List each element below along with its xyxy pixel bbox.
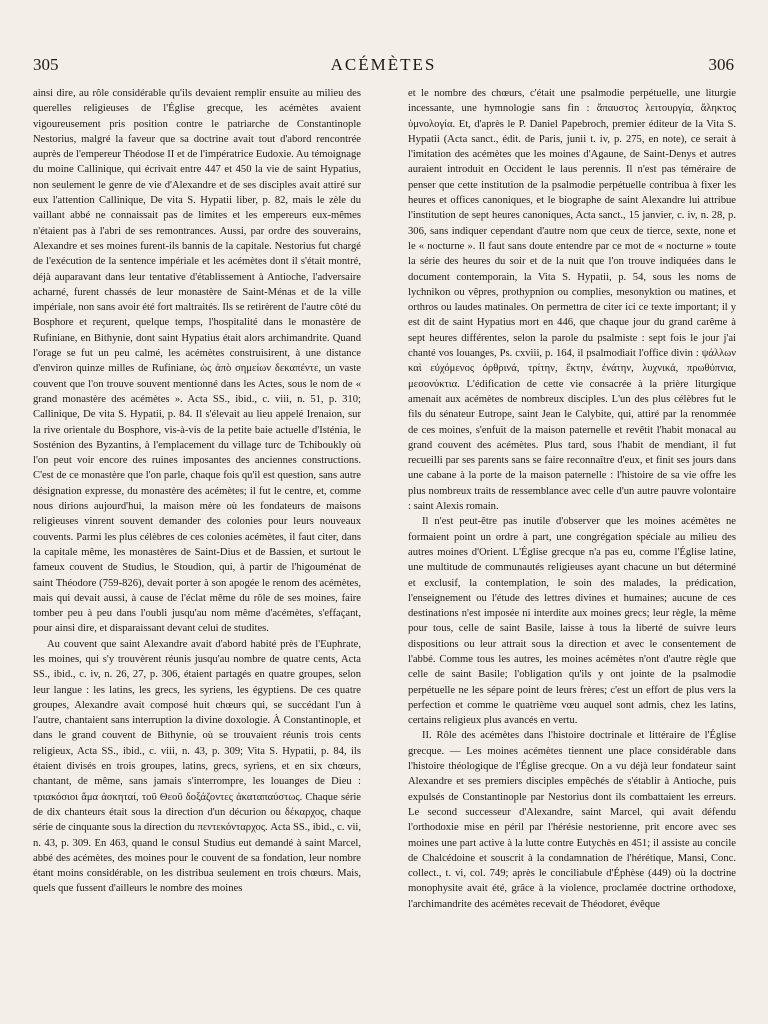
left-column bbox=[33, 86, 361, 1010]
paragraph: ainsi dire, au rôle considérable qu'ils devaient remplir ensuite au milieu des querelles religieuses de l'Église grecque, les acémètes avaient vigoureusement pris position contre le patriarche de Constantinople Nestorius, malgré la faveur que sa doctrine avait tout d'abord rencontrée auprès de l'empereur Théodose II et de l'impératrice Eudoxie. Au témoignage du moine Callinique, qui écrivait entre 447 et 450 la vie de saint Hypatius, non seulement le genre de vie d'Alexandre et de ses disciples avait attiré sur eux l'attention Callinique, De vita S. Hypatii liber, p. 82, mais le zèle du vaillant abbé ne connaissait pas de limites et les empereurs eux-mêmes n'étaient pas à l'abri de ses remontrances. Aussi, par ordre des souverains, Alexandre et ses moines furent-ils bannis de la capitale. Nestorius fut chargé de l'exécution de la sentence impériale et les acémètes dont il s'était montré, déjà auparavant dans leur tentative d'établissement à Antioche, l'adversaire acharné, furent chassés de leur monastère de Saint-Ménas et de la ville impériale, non sans avoir été fort maltraités. Ils se retirèrent de l'autre côté du Bosphore et reçurent, quelque temps, l'hospitalité dans le monastère de Rufiniane, en Bithynie, dont saint Hypatius était alors archimandrite. Quand l'orage se fut un peu calmé, les acémètes construisirent, à une distance d'environ quinze milles de Rufiniane, ὡς ἀπὸ σημείων δεκαπέντε, un vaste couvent que l'on trouve souvent mentionné dans les Actes, sous le nom de « grand monastère des acémètes ». Acta SS., ibid., c. viii, n. 51, p. 310; Callinique, De vita S. Hypatii, p. 84. Il s'élevait au lieu appelé Irenaion, sur la rive orientale du Bosphore, vis-à-vis de la petite baie actuelle d'Isténia, le Sosténion des Byzantins, à l'emplacement du village turc de Tchiboukly où l'on peut voir encore des ruines imposantes des anciennes constructions. C'est de ce monastère que l'on parle, chaque fois qu'il est question, sans autre désignation expresse, du monastère des acémètes; il fut le centre, et, comme nous dirions aujourd'hui, la maison mère où les fondateurs de maisons religieuses vinrent souvent demander des colonies pour leurs nouveaux couvents. Parmi les plus célèbres de ces colonies acémètes, il faut citer, dans la capitale même, les monastères de Saint-Dius et de Bassien, et surtout le fameux couvent de Studius, le Stoudion, qui, à partir de l'higouménat de saint Théodore (759-826), devait porter à son apogée le renom des acémètes, mais qui devait aussi, à cause de l'éclat même du rôle de ses moines, faire tomber peu à peu dans l'oubli jusqu'au nom même d'acémètes, s'effaçant, pour ainsi dire, et disparaissant devant celui de studites. bbox=[33, 88, 361, 635]
page-number-right: 306 bbox=[708, 55, 734, 74]
page-number-left: 305 bbox=[33, 55, 59, 74]
running-header bbox=[33, 55, 734, 79]
section-heading-paragraph: II. Rôle des acémètes dans l'histoire doctrinale et littéraire de l'Église grecque. — Les moines acémètes tiennent une place considérable dans l'histoire théologique de l'Église grecque. On a vu déjà leur fondateur saint Alexandre et ses premiers disciples empêchés de s'établir à Antioche, puis expulsés de Constantinople par Nestorius dont ils combattaient les erreurs. Le second successeur d'Alexandre, saint Marcel, qui avait défendu l'orthodoxie mise en péril par l'hérésie nestorienne, prit encore avec ses moines une part active à la lutte contre Eutychès en 451; il assiste au concile de Chalcédoine et souscrit à la condamnation de l'hérétique, Mansi, Conc. collect., t. vi, col. 749; après le conciliabule d'Éphèse (449) où la doctrine monophysite avait été, grâce à la violence, proclamée doctrine orthodoxe, l'archimandrite des acémètes recevait de Théodoret, évêque bbox=[408, 730, 736, 910]
paragraph: Au couvent que saint Alexandre avait d'abord habité près de l'Euphrate, les moines, qui s'y trouvèrent réunis jusqu'au nombre de quatre cents, Acta SS., ibid., c. iv, n. 26, 27, p. 306, étaient partagés en quatre groupes, selon leur langue : les latins, les grecs, les syriens, les égyptiens. De ces quatre groupes, Alexandre avait composé huit chœurs qui, se succédant l'un à l'autre, chantaient sans interruption la divine doxologie. À Constantinople, et dans le grand couvent de Bithynie, où se trouvaient réunis trois cents religieux, Acta SS., ibid., c. viii, n. 43, p. 309; Vita S. Hypatii, p. 84, ils étaient divisés en trois groupes, latins, grecs, syriens, et en six chœurs, chantant, de même, sans jamais s'interrompre, les louanges de Dieu : τριακόσιοι ἅμα ἀσκηταί, τοῦ Θεοῦ δοξάζοντες ἀκαταπαύστως. Chaque série de dix chanteurs était sous la direction d'un décurion ou δέκαρχος, chaque série de cinquante sous la direction du πεντεκόνταρχος. Acta SS., ibid., c. vii, n. 43, p. 309. En 463, quand le consul Studius eut demandé à saint Marcel, abbé des acémètes, des moines pour le couvent de sa fondation, leur nombre étant moins considérable, on les distribua seulement en trois chœurs. Mais, quels que fussent d'ailleurs le nombre des moines bbox=[33, 638, 361, 895]
right-column bbox=[408, 86, 736, 1010]
running-title: ACÉMÈTES bbox=[330, 55, 437, 74]
paragraph: et le nombre des chœurs, c'était une psalmodie perpétuelle, une liturgie incessante, une hymnologie sans fin : ἄπαυστος λειτουργία, ἄληκτος ὑμνολογία. Et, d'après le P. Daniel Papebroch, premier éditeur de la Vita S. Hypatii (Acta sanct., édit. de Paris, junii t. iv, p. 275, en note), ce serait à l'imitation des acémètes que les moines d'Agaune, de Saint-Denys et autres auraient introduit en Occident le laus perennis. Il n'est pas téméraire de penser que cette institution de la psalmodie perpétuelle contribua à fixer les heures et offices canoniques, et le biographe de saint Alexandre lui attribue l'institution de sept heures canoniques, Acta sanct., 15 janvier, c. iv, n. 28, p. 306, sans indiquer cependant d'autre nom que ceux de tierce, sexte, none et le « nocturne ». Il faut sans doute entendre par ce mot de « nocturne » toute la série des heures du soir et de la nuit que l'on trouve indiquées dans le document contemporain, la Vita S. Hypatii, p. 54, sous les noms de lychnikon ou vêpres, prothypnion ou complies, mesonyktion ou matines, et orthros ou laudes matinales. On permettra de citer ici ce texte important; il y est dit de saint Hypatius mort en 446, que chaque jour du grand carême à sept heures différentes, selon la parole du psalmiste : sept fois le jour j'ai chanté vos louanges, Ps. cxviii, p. 164, il psalmodiait l'office divin : ψάλλων καὶ εὐχόμενος ὀρθρινά, τρίτην, ἕκτην, ἐνάτην, λυχνικά, πρωθύπνια, μεσονύκτια. L'édification de cette vie consacrée à la prière liturgique amenait aux acémètes de nombreux disciples. L'un des plus célèbres fut le fils du sénateur Eutrope, saint Jean le Calybite, qui, attiré par la renommée de ces moines, s'enfuit de la maison paternelle et revêtit l'habit monacal au grand couvent des acémètes. Plus tard, sous l'habit de mendiant, il fut recueilli par ses parents sans se faire reconnaître d'eux, et finit ses jours dans une cabane à la porte de la maison paternelle : l'histoire de sa vie offre les plus nombreux traits de ressemblance avec celle d'un autre pauvre volontaire : saint Alexis romain. bbox=[408, 88, 736, 513]
paragraph: Il n'est peut-être pas inutile d'observer que les moines acémètes ne formaient point un ordre à part, une congrégation spéciale au milieu des autres moines d'Orient. L'Église grecque n'a pas eu, comme l'Église latine, une multitude de communautés religieuses ayant chacune un but déterminé et exclusif, la contemplation, le soin des malades, la prédication, l'enseignement ou l'étude des lettres divines et humaines; aucune de ces destinations n'est imposée ni interdite aux moines grecs; leur règle, la même pour tous, celle de saint Basile, laisse à tous la liberté de suivre leurs dispositions ou leur attrait sous la direction et avec le consentement de l'abbé. Comme tous les autres, les moines acémètes n'ont d'autre règle que celle de saint Basile; l'obligation qu'ils y ont jointe de la psalmodie perpétuelle ne les sépare point de leurs frères; c'est un effort de plus vers la perfection et comme le quatrième vœu auquel sont admis, chez les latins, certains religieux plus avancés en vertu. bbox=[408, 516, 736, 727]
